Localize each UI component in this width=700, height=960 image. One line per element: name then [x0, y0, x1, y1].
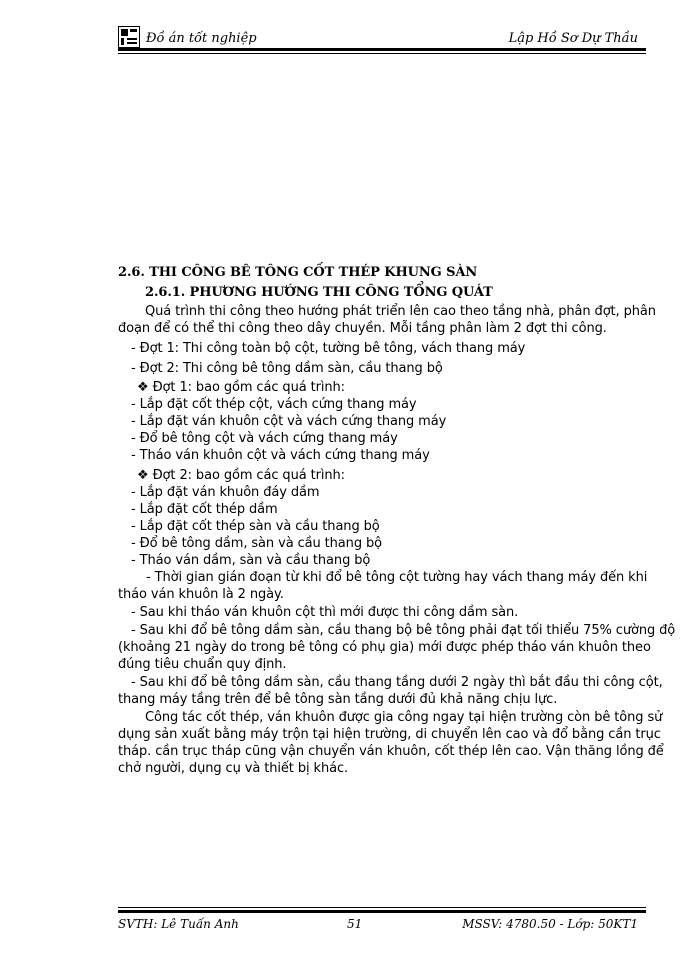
section-heading: 2.6. THI CÔNG BÊ TÔNG CỐT THÉP KHUNG SÀN: [118, 265, 478, 280]
paragraph-line: - Sau khi đổ bê tông dầm sàn, cầu thang bộ bê tông phải đạt tối thiểu 75% cường độ: [131, 623, 676, 638]
list-item: - Đổ bê tông dầm, sàn và cầu thang bộ: [131, 536, 383, 551]
list-item: - Đợt 1: Thi công toàn bộ cột, tường bê tông, vách thang máy: [131, 341, 526, 356]
list-item: - Đợt 2: Thi công bê tông dầm sàn, cầu thang bộ: [131, 361, 443, 376]
list-item: - Lắp đặt ván khuôn đáy dầm: [131, 485, 320, 500]
bullet-heading: ❖ Đợt 2: bao gồm các quá trình:: [137, 468, 345, 483]
header-logo-icon: [118, 26, 140, 48]
section-subheading: 2.6.1. PHƯƠNG HƯỚNG THI CÔNG TỔNG QUÁT: [145, 285, 493, 300]
paragraph-line: - Sau khi đổ bê tông dầm sàn, cầu thang tầng dưới 2 ngày thì bắt đầu thi công cột,: [131, 675, 663, 690]
paragraph-line: tháo ván khuôn là 2 ngày.: [118, 587, 284, 602]
paragraph-line: Quá trình thi công theo hướng phát triển lên cao theo tầng nhà, phân đợt, phân: [145, 304, 656, 319]
paragraph-line: đoạn để có thể thi công theo dây chuyền. Mỗi tầng phân làm 2 đợt thi công.: [118, 321, 607, 336]
header-rule: [118, 48, 646, 51]
list-item: - Lắp đặt cốt thép cột, vách cứng thang máy: [131, 397, 417, 412]
header-title-right: Lập Hồ Sơ Dự Thầu: [508, 31, 638, 46]
footer-student-info: MSSV: 4780.50 - Lớp: 50KT1: [462, 917, 638, 931]
list-item: - Lắp đặt cốt thép sàn và cầu thang bộ: [131, 519, 380, 534]
paragraph-line: - Thời gian gián đoạn từ khi đổ bê tông cột tường hay vách thang máy đến khi: [146, 570, 648, 585]
header-title-left: Đồ án tốt nghiệp: [146, 31, 257, 46]
bullet-heading: ❖ Đợt 1: bao gồm các quá trình:: [137, 380, 345, 395]
footer-rule: [118, 910, 646, 913]
page-number: 51: [347, 917, 363, 931]
footer-author: SVTH: Lê Tuấn Anh: [118, 917, 239, 931]
list-item: - Tháo ván khuôn cột và vách cứng thang máy: [131, 448, 430, 463]
paragraph-line: - Sau khi tháo ván khuôn cột thì mới được thi công dầm sàn.: [131, 605, 519, 620]
list-item: - Lắp đặt cốt thép dầm: [131, 502, 278, 517]
paragraph-line: tháp. cần trục tháp cũng vận chuyển ván khuôn, cốt thép lên cao. Vận thăng lồng để: [118, 744, 664, 759]
list-item: - Đổ bê tông cột và vách cứng thang máy: [131, 431, 398, 446]
header-rule-thin: [118, 53, 646, 54]
list-item: - Lắp đặt ván khuôn cột và vách cứng thang máy: [131, 414, 447, 429]
list-item: - Tháo ván dầm, sàn và cầu thang bộ: [131, 553, 371, 568]
footer-rule-thin: [118, 907, 646, 908]
paragraph-line: (khoảng 21 ngày do trong bê tông có phụ gia) mới được phép tháo ván khuôn theo: [118, 640, 651, 655]
paragraph-line: thang máy tầng trên để bê tông sàn tầng dưới đủ khả năng chịu lực.: [118, 692, 558, 707]
paragraph-line: đúng tiêu chuẩn quy định.: [118, 657, 287, 672]
paragraph-line: dụng sản xuất bằng máy trộn tại hiện trường, di chuyển lên cao và đổ bằng cần trục: [118, 727, 661, 742]
paragraph-line: chở người, dụng cụ và thiết bị khác.: [118, 761, 349, 776]
paragraph-line: Công tác cốt thép, ván khuôn được gia công ngay tại hiện trường còn bê tông sử: [145, 710, 663, 725]
